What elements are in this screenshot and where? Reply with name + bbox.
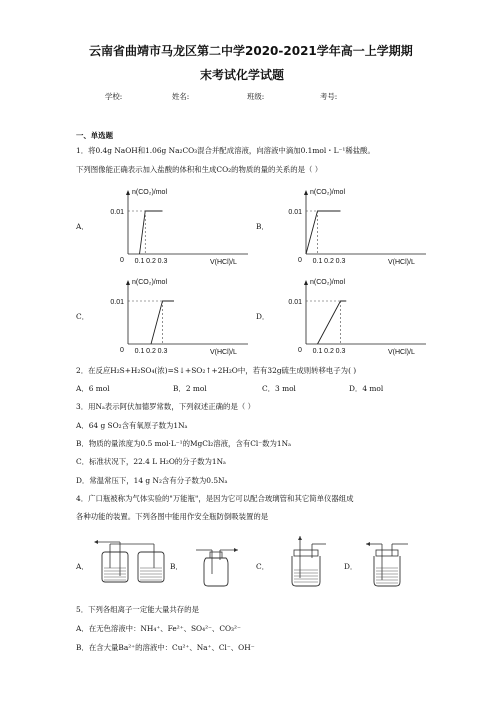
x-tick-label: 0.1	[312, 348, 323, 355]
field-name: 姓名:	[172, 92, 190, 101]
x-tick-label: 0.2	[146, 348, 156, 355]
q1-graph-b	[276, 184, 436, 268]
y-axis-arrow	[126, 190, 130, 195]
y-axis-label: n(CO₂)/mol	[310, 189, 345, 196]
q5-option-a: A．在无色溶液中：NH₄⁺、Fe²⁺、SO₄²⁻、CO₃²⁻	[76, 624, 241, 633]
y-tick-label: 0.01	[288, 299, 302, 306]
series-line	[318, 301, 347, 344]
x-axis-label: V(HCl)/L	[388, 259, 415, 266]
q1-option-c-label: C．	[76, 312, 90, 321]
y-axis-label: n(CO₂)/mol	[132, 189, 167, 196]
q4-option-a-label: A．	[76, 562, 89, 571]
q4-stem-line-1: 4．广口瓶被称为气体实验的"万能瓶"，是因为它可以配合玻璃管和其它简单仪器组成	[76, 494, 354, 503]
series-line	[140, 211, 163, 254]
y-axis-arrow	[304, 190, 308, 195]
q2-option-b: B．2 mol	[173, 384, 207, 393]
q1-graph-c	[98, 274, 258, 358]
x-tick-label: 0.1	[134, 258, 145, 265]
field-school: 学校:	[105, 92, 123, 101]
title-line-1: 云南省曲靖市马龙区第二中学2020-2021学年高一上学期期	[89, 44, 413, 58]
x-tick-label: 0.3	[157, 348, 168, 355]
y-tick-label: 0.01	[110, 209, 124, 216]
y-axis-arrow	[304, 280, 308, 285]
x-tick-label: 0.1	[312, 258, 323, 265]
x-axis-label: V(HCl)/L	[388, 349, 415, 356]
section-heading: 一、单选题	[76, 131, 113, 140]
q1-stem-line-1: 1．将0.4g NaOH和1.06g Na₂CO₃混合并配成溶液，向溶液中滴加0.1mol・L⁻¹稀盐酸。	[76, 146, 375, 155]
q5-option-b: B．在含大量Ba²⁺的溶液中：Cu²⁺、Na⁺、Cl⁻、OH⁻	[76, 643, 255, 652]
x-tick-label: 0.1	[134, 348, 145, 355]
q4-apparatus-b	[190, 540, 242, 588]
q1-option-d-label: D．	[256, 312, 270, 321]
y-axis-label: n(CO₂)/mol	[132, 279, 167, 286]
q2-option-d: D．4 mol	[349, 384, 384, 393]
q4-option-d-label: D．	[344, 562, 358, 571]
origin-label: 0	[298, 257, 302, 264]
q2-option-c: C．3 mol	[262, 384, 296, 393]
q3-option-d: D．常温常压下，14 g N₂含有分子数为0.5Nₐ	[76, 476, 228, 485]
q5-stem: 5．下列各组离子一定能大量共存的是	[76, 605, 199, 614]
q3-option-a: A．64 g SO₂含有氧原子数为1Nₐ	[76, 421, 188, 430]
x-tick-label: 0.2	[146, 258, 156, 265]
q1-stem-line-2: 下列图像能正确表示加入盐酸的体积和生成CO₂的物质的量的关系的是（ ）	[76, 165, 323, 174]
q2-option-a: A．6 mol	[76, 384, 110, 393]
origin-label: 0	[120, 257, 124, 264]
q1-option-a-label: A．	[76, 222, 89, 231]
x-tick-label: 0.3	[157, 258, 168, 265]
origin-label: 0	[120, 347, 124, 354]
q3-option-b: B．物质的量浓度为0.5 mol·L⁻¹的MgCl₂溶液，含有Cl⁻数为1Nₐ	[76, 439, 291, 448]
x-axis-label: V(HCl)/L	[210, 349, 237, 356]
q2-stem: 2．在反应H₂S+H₂SO₄(浓)=S↓+SO₂↑+2H₂O中，若有32g硫生成则转移电子为( )	[76, 366, 357, 375]
y-tick-label: 0.01	[288, 209, 302, 216]
y-tick-label: 0.01	[110, 299, 124, 306]
title-line-2: 末考试化学试题	[200, 68, 285, 82]
origin-label: 0	[298, 347, 302, 354]
q1-graph-d	[276, 274, 436, 358]
q4-apparatus-c	[282, 534, 332, 588]
field-class: 班级:	[247, 92, 265, 101]
q3-option-c: C．标准状况下，22.4 L H₂O的分子数为1Nₐ	[76, 457, 226, 466]
x-axis-label: V(HCl)/L	[210, 259, 237, 266]
field-number: 考号:	[320, 92, 338, 101]
q4-apparatus-a	[94, 538, 166, 586]
q1-graph-a	[98, 184, 258, 268]
x-tick-label: 0.3	[335, 348, 346, 355]
q4-option-b-label: B．	[170, 562, 183, 571]
q1-option-b-label: B．	[256, 222, 269, 231]
q4-stem-line-2: 各种功能的装置。下列各图中能用作安全瓶防倒吸装置的是	[76, 512, 269, 521]
y-axis-arrow	[126, 280, 130, 285]
q4-option-c-label: C．	[256, 562, 270, 571]
y-axis-label: n(CO₂)/mol	[310, 279, 345, 286]
q3-stem: 3．用Nₐ表示阿伏加德罗常数，下列叙述正确的是（ ）	[76, 402, 255, 411]
series-line	[306, 211, 341, 254]
q4-apparatus-d	[362, 534, 412, 588]
x-tick-label: 0.2	[324, 348, 334, 355]
x-tick-label: 0.3	[335, 258, 346, 265]
x-tick-label: 0.2	[324, 258, 334, 265]
